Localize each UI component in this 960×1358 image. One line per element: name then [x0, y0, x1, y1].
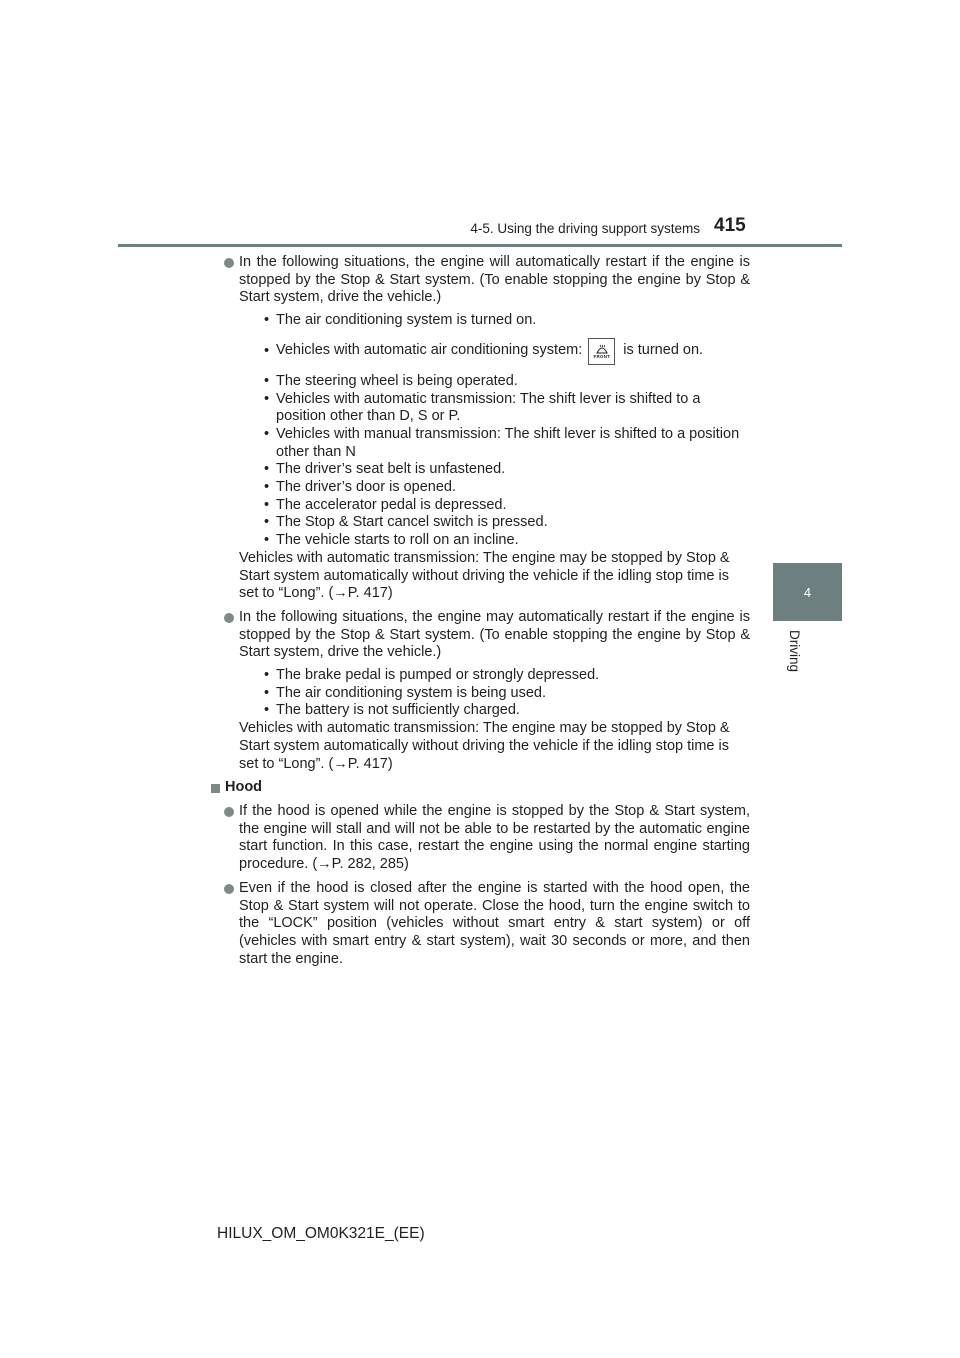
bullet-dot: [224, 807, 234, 817]
list-item: • The Stop & Start cancel switch is pressed.: [264, 514, 548, 531]
restart-conditions-bullet: [224, 254, 750, 603]
front-label: FRONT: [593, 354, 611, 360]
list-item: • The brake pedal is pumped or strongly depressed.: [264, 667, 600, 684]
list-item: • The vehicle starts to roll on an incline.: [264, 532, 519, 549]
bullet-dot: [224, 258, 234, 268]
list-item: • Vehicles with manual transmission: The shift lever is shifted to a position other than N: [264, 425, 740, 460]
chapter-number: 4: [803, 584, 812, 600]
condition-list: [239, 312, 750, 550]
list-item: • Vehicles with automatic transmission: The shift lever is shifted to a position other than D, S or P.: [264, 390, 701, 425]
paragraph: If the hood is opened while the engine is stopped by the Stop & Start system, the engine will stall and will not be able to be restarted by the automatic engine start function. In this case, restart the engine using the normal engine starting procedure. (→P. 282, 285): [239, 802, 750, 873]
list-item: • The driver’s door is opened.: [264, 479, 457, 496]
list-item: • The air conditioning system is turned on.: [264, 312, 537, 329]
list-item: • The driver’s seat belt is unfastened.: [264, 461, 506, 478]
hood-bullet-2: [224, 880, 750, 969]
list-item: • The air conditioning system is being used.: [264, 684, 547, 701]
chapter-label: Driving: [787, 630, 802, 673]
list-item: • The steering wheel is being operated.: [264, 372, 518, 389]
document-code: HILUX_OM_OM0K321E_(EE): [217, 1225, 425, 1242]
list-item: • The accelerator pedal is depressed.: [264, 496, 507, 513]
section-title: 4-5. Using the driving support systems: [470, 221, 700, 236]
bullet-dot: [224, 613, 234, 623]
header-rule: [118, 244, 842, 247]
front-defogger-icon: [588, 338, 615, 365]
may-restart-bullet: [224, 609, 750, 773]
chapter-tab: [773, 563, 842, 621]
note: Vehicles with automatic transmission: The engine may be stopped by Stop & Start system automatically without driving the vehicle if the idling stop time is set to “Long”. (→P. 417): [239, 549, 730, 602]
bullet-dot: [224, 884, 234, 894]
body-text: [224, 254, 750, 974]
list-item: • The battery is not sufficiently charged.: [264, 702, 520, 719]
note: Vehicles with automatic transmission: The engine may be stopped by Stop & Start system automatically without driving the vehicle if the idling stop time is set to “Long”. (→P. 417): [239, 720, 730, 772]
paragraph: In the following situations, the engine may automatically restart if the engine is stopped by the Stop & Start system. (To enable stopping the engine by Stop & Start system, drive the vehicle.): [239, 608, 750, 661]
hood-heading: Hood: [211, 779, 750, 797]
heading-square: [211, 784, 220, 793]
paragraph: Even if the hood is closed after the engine is started with the hood open, the Stop & Start system will not operate. Close the hood, turn the engine switch to the “LOCK” position (vehicles without smart entry & start system) or off (vehicles with smart entry & start system), wait 30 seconds or more, and then start the engine.: [239, 879, 750, 967]
condition-list: [239, 667, 750, 720]
page-number: 415: [714, 215, 746, 236]
hood-bullet-1: [224, 803, 750, 874]
paragraph: In the following situations, the engine will automatically restart if the engine is stopped by the Stop & Start system. (To enable stopping the engine by Stop & Start system, drive the vehicle.): [239, 254, 750, 306]
list-item: • Vehicles with automatic air conditioning system: FRONT is turned on.: [265, 338, 750, 365]
